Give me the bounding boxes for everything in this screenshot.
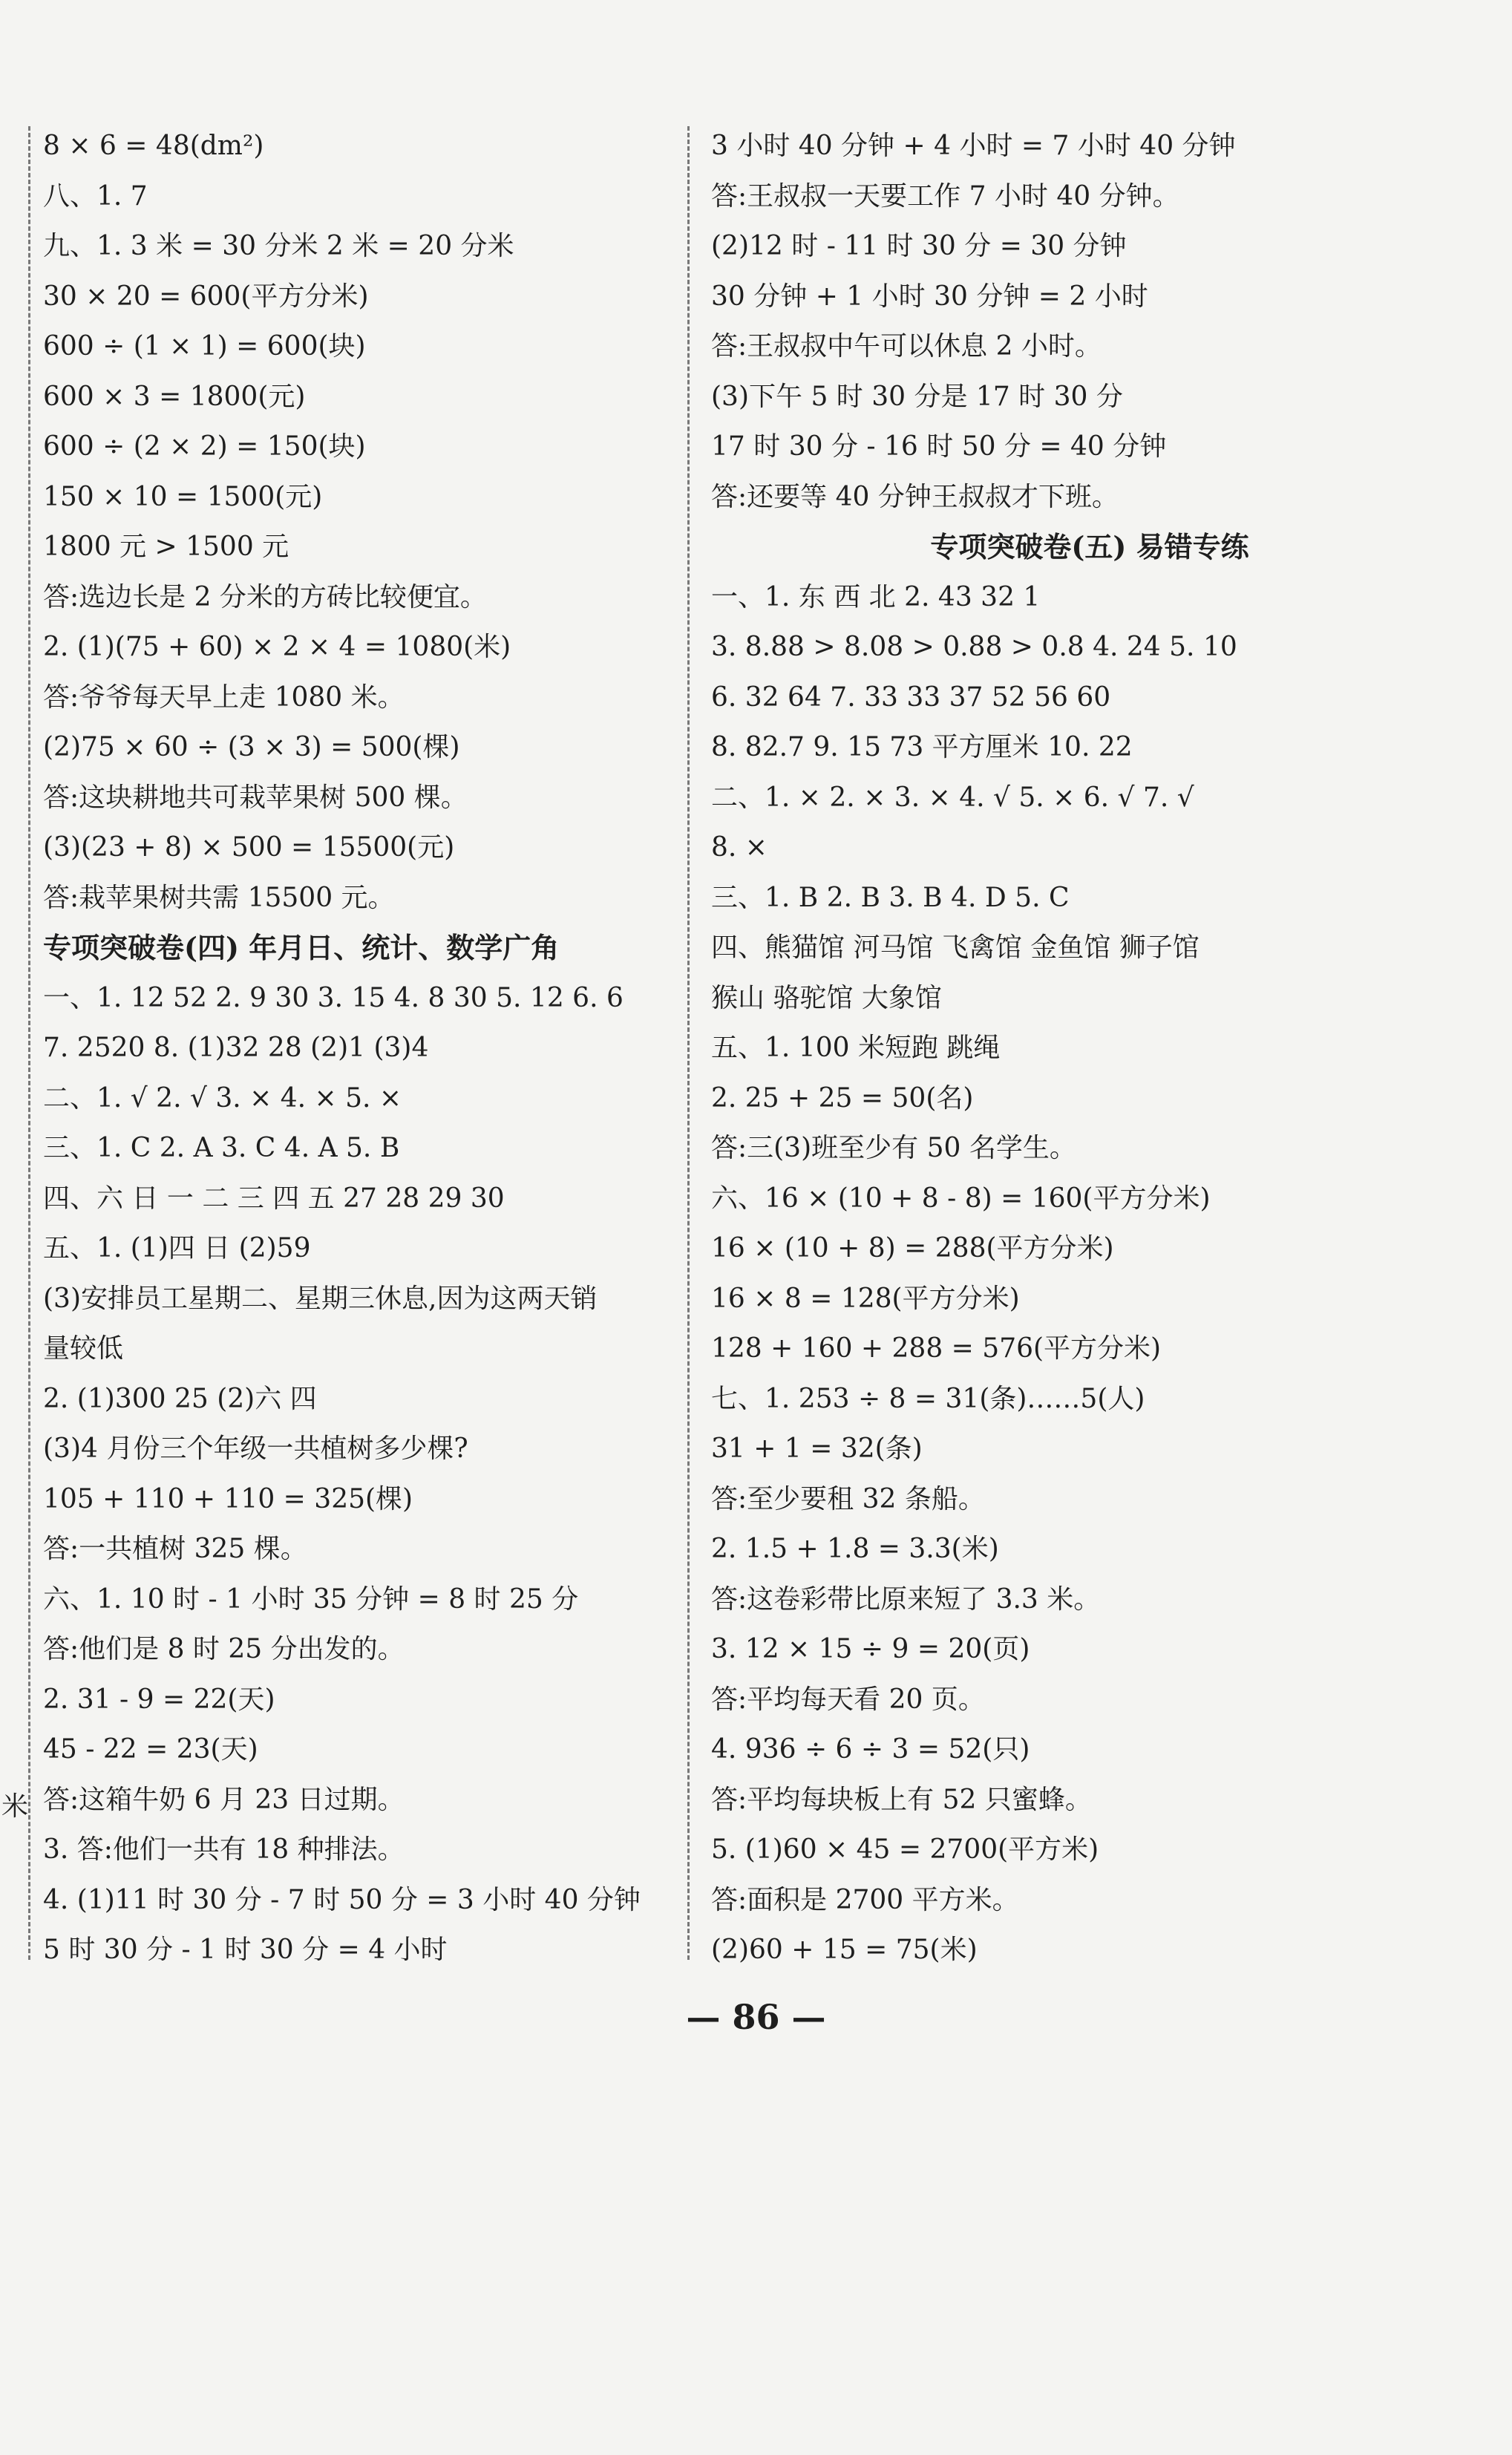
answer-line: 16 × (10 + 8) = 288(平方分米): [711, 1233, 1114, 1264]
page-number: — 86 —: [686, 1997, 826, 2037]
answer-line: 答:王叔叔一天要工作 7 小时 40 分钟。: [711, 180, 1179, 212]
answer-line: 4. 936 ÷ 6 ÷ 3 = 52(只): [711, 1734, 1030, 1765]
answer-line: 7. 2520 8. (1)32 28 (2)1 (3)4: [43, 1033, 429, 1063]
answer-line: 2. 25 + 25 = 50(名): [711, 1082, 974, 1114]
answer-line: 6. 32 64 7. 33 33 37 52 56 60: [711, 681, 1111, 713]
answer-line: 五、1. 100 米短跑 跳绳: [711, 1033, 1001, 1063]
answer-line: 七、1. 253 ÷ 8 = 31(条)……5(人): [711, 1383, 1145, 1414]
answer-line: 5 时 30 分 - 1 时 30 分 = 4 小时: [43, 1935, 448, 1965]
answer-line: 2. 31 - 9 = 22(天): [43, 1684, 275, 1715]
answer-line: 17 时 30 分 - 16 时 50 分 = 40 分钟: [711, 431, 1167, 462]
answer-line: 答:这块耕地共可栽苹果树 500 棵。: [43, 782, 468, 813]
answer-line: 二、1. √ 2. √ 3. × 4. × 5. ×: [43, 1082, 402, 1114]
answer-line: (3)(23 + 8) × 500 = 15500(元): [43, 832, 455, 863]
answer-line: 量较低: [43, 1333, 124, 1364]
answer-line: 8. ×: [711, 832, 768, 863]
answer-line: (2)75 × 60 ÷ (3 × 3) = 500(棵): [43, 732, 460, 762]
answer-line: 答:他们是 8 时 25 分出发的。: [43, 1634, 405, 1664]
answer-line: 答:面积是 2700 平方米。: [711, 1884, 1019, 1915]
answer-line: 4. (1)11 时 30 分 - 7 时 50 分 = 3 小时 40 分钟: [43, 1884, 641, 1915]
answer-line: 一、1. 12 52 2. 9 30 3. 15 4. 8 30 5. 12 6. 6: [43, 982, 624, 1013]
answer-line: 3. 答:他们一共有 18 种排法。: [43, 1834, 405, 1865]
answer-line: 答:一共植树 325 棵。: [43, 1534, 307, 1564]
answer-line: 1800 元 > 1500 元: [43, 532, 289, 562]
answer-line: 600 ÷ (1 × 1) = 600(块): [43, 331, 366, 362]
section-heading: 专项突破卷(五) 易错专练: [930, 530, 1249, 563]
answer-line: 8. 82.7 9. 15 73 平方厘米 10. 22: [711, 732, 1133, 762]
answer-line: 3. 12 × 15 ÷ 9 = 20(页): [711, 1634, 1030, 1664]
answer-line: 答:王叔叔中午可以休息 2 小时。: [711, 331, 1102, 362]
answer-line: 答:至少要租 32 条船。: [711, 1483, 985, 1514]
answer-line: 五、1. (1)四 日 (2)59: [43, 1233, 311, 1264]
answer-line: 30 分钟 + 1 小时 30 分钟 = 2 小时: [711, 281, 1148, 312]
answer-line: (3)安排员工星期二、星期三休息,因为这两天销: [43, 1283, 598, 1314]
answer-line: 答:选边长是 2 分米的方砖比较便宜。: [43, 581, 487, 612]
answer-line: 九、1. 3 米 = 30 分米 2 米 = 20 分米: [43, 231, 514, 261]
answer-line: (3)下午 5 时 30 分是 17 时 30 分: [711, 381, 1123, 412]
answer-line: 六、16 × (10 + 8 - 8) = 160(平方分米): [711, 1183, 1211, 1214]
answer-line: 2. 1.5 + 1.8 = 3.3(米): [711, 1534, 999, 1564]
answer-line: 四、熊猫馆 河马馆 飞禽馆 金鱼馆 狮子馆: [711, 932, 1200, 963]
right-column: [711, 121, 1468, 1975]
answer-line: 答:还要等 40 分钟王叔叔才下班。: [711, 481, 1119, 512]
answer-line: 5. (1)60 × 45 = 2700(平方米): [711, 1834, 1099, 1865]
answer-line: (2)60 + 15 = 75(米): [711, 1935, 978, 1965]
answer-line: 二、1. × 2. × 3. × 4. √ 5. × 6. √ 7. √: [711, 782, 1194, 813]
margin-fragment: 米: [1, 1791, 29, 1822]
answer-line: 3. 8.88 > 8.08 > 0.88 > 0.8 4. 24 5. 10: [711, 632, 1237, 662]
answer-line: 三、1. B 2. B 3. B 4. D 5. C: [711, 882, 1070, 913]
answer-line: 答:平均每天看 20 页。: [711, 1684, 985, 1715]
answer-line: 答:这箱牛奶 6 月 23 日过期。: [43, 1784, 405, 1815]
answer-line: 8 × 6 = 48(dm²): [43, 131, 264, 161]
answer-line: 2. (1)(75 + 60) × 2 × 4 = 1080(米): [43, 632, 511, 662]
answer-line: 猴山 骆驼馆 大象馆: [711, 982, 942, 1013]
answer-line: 600 × 3 = 1800(元): [43, 381, 306, 412]
answer-line: 三、1. C 2. A 3. C 4. A 5. B: [43, 1133, 400, 1163]
answer-line: (2)12 时 - 11 时 30 分 = 30 分钟: [711, 231, 1127, 261]
answer-line: 150 × 10 = 1500(元): [43, 481, 323, 512]
answer-line: 答:这卷彩带比原来短了 3.3 米。: [711, 1583, 1101, 1615]
answer-line: 105 + 110 + 110 = 325(棵): [43, 1483, 413, 1514]
answer-line: 答:平均每块板上有 52 只蜜蜂。: [711, 1784, 1092, 1815]
left-dashed-rule: [28, 126, 30, 1960]
answer-line: 一、1. 东 西 北 2. 43 32 1: [711, 581, 1041, 612]
answer-line: 128 + 160 + 288 = 576(平方分米): [711, 1333, 1162, 1364]
answer-line: 2. (1)300 25 (2)六 四: [43, 1383, 317, 1414]
answer-line: (3)4 月份三个年级一共植树多少棵?: [43, 1434, 468, 1464]
answer-line: 31 + 1 = 32(条): [711, 1434, 923, 1464]
answer-line: 3 小时 40 分钟 + 4 小时 = 7 小时 40 分钟: [711, 131, 1236, 161]
left-column: [43, 121, 681, 1975]
center-dashed-rule: [687, 126, 690, 1960]
answer-line: 答:爷爷每天早上走 1080 米。: [43, 681, 405, 713]
answer-line: 答:栽苹果树共需 15500 元。: [43, 882, 395, 913]
answer-line: 八、1. 7: [43, 180, 148, 212]
answer-line: 600 ÷ (2 × 2) = 150(块): [43, 431, 366, 462]
answer-line: 答:三(3)班至少有 50 名学生。: [711, 1133, 1076, 1163]
answer-line: 30 × 20 = 600(平方分米): [43, 281, 369, 312]
answer-line: 16 × 8 = 128(平方分米): [711, 1283, 1020, 1314]
answer-line: 四、六 日 一 二 三 四 五 27 28 29 30: [43, 1183, 505, 1214]
answer-line: 六、1. 10 时 - 1 小时 35 分钟 = 8 时 25 分: [43, 1583, 579, 1615]
section-heading: 专项突破卷(四) 年月日、统计、数学广角: [43, 931, 560, 964]
answer-line: 45 - 22 = 23(天): [43, 1734, 258, 1765]
